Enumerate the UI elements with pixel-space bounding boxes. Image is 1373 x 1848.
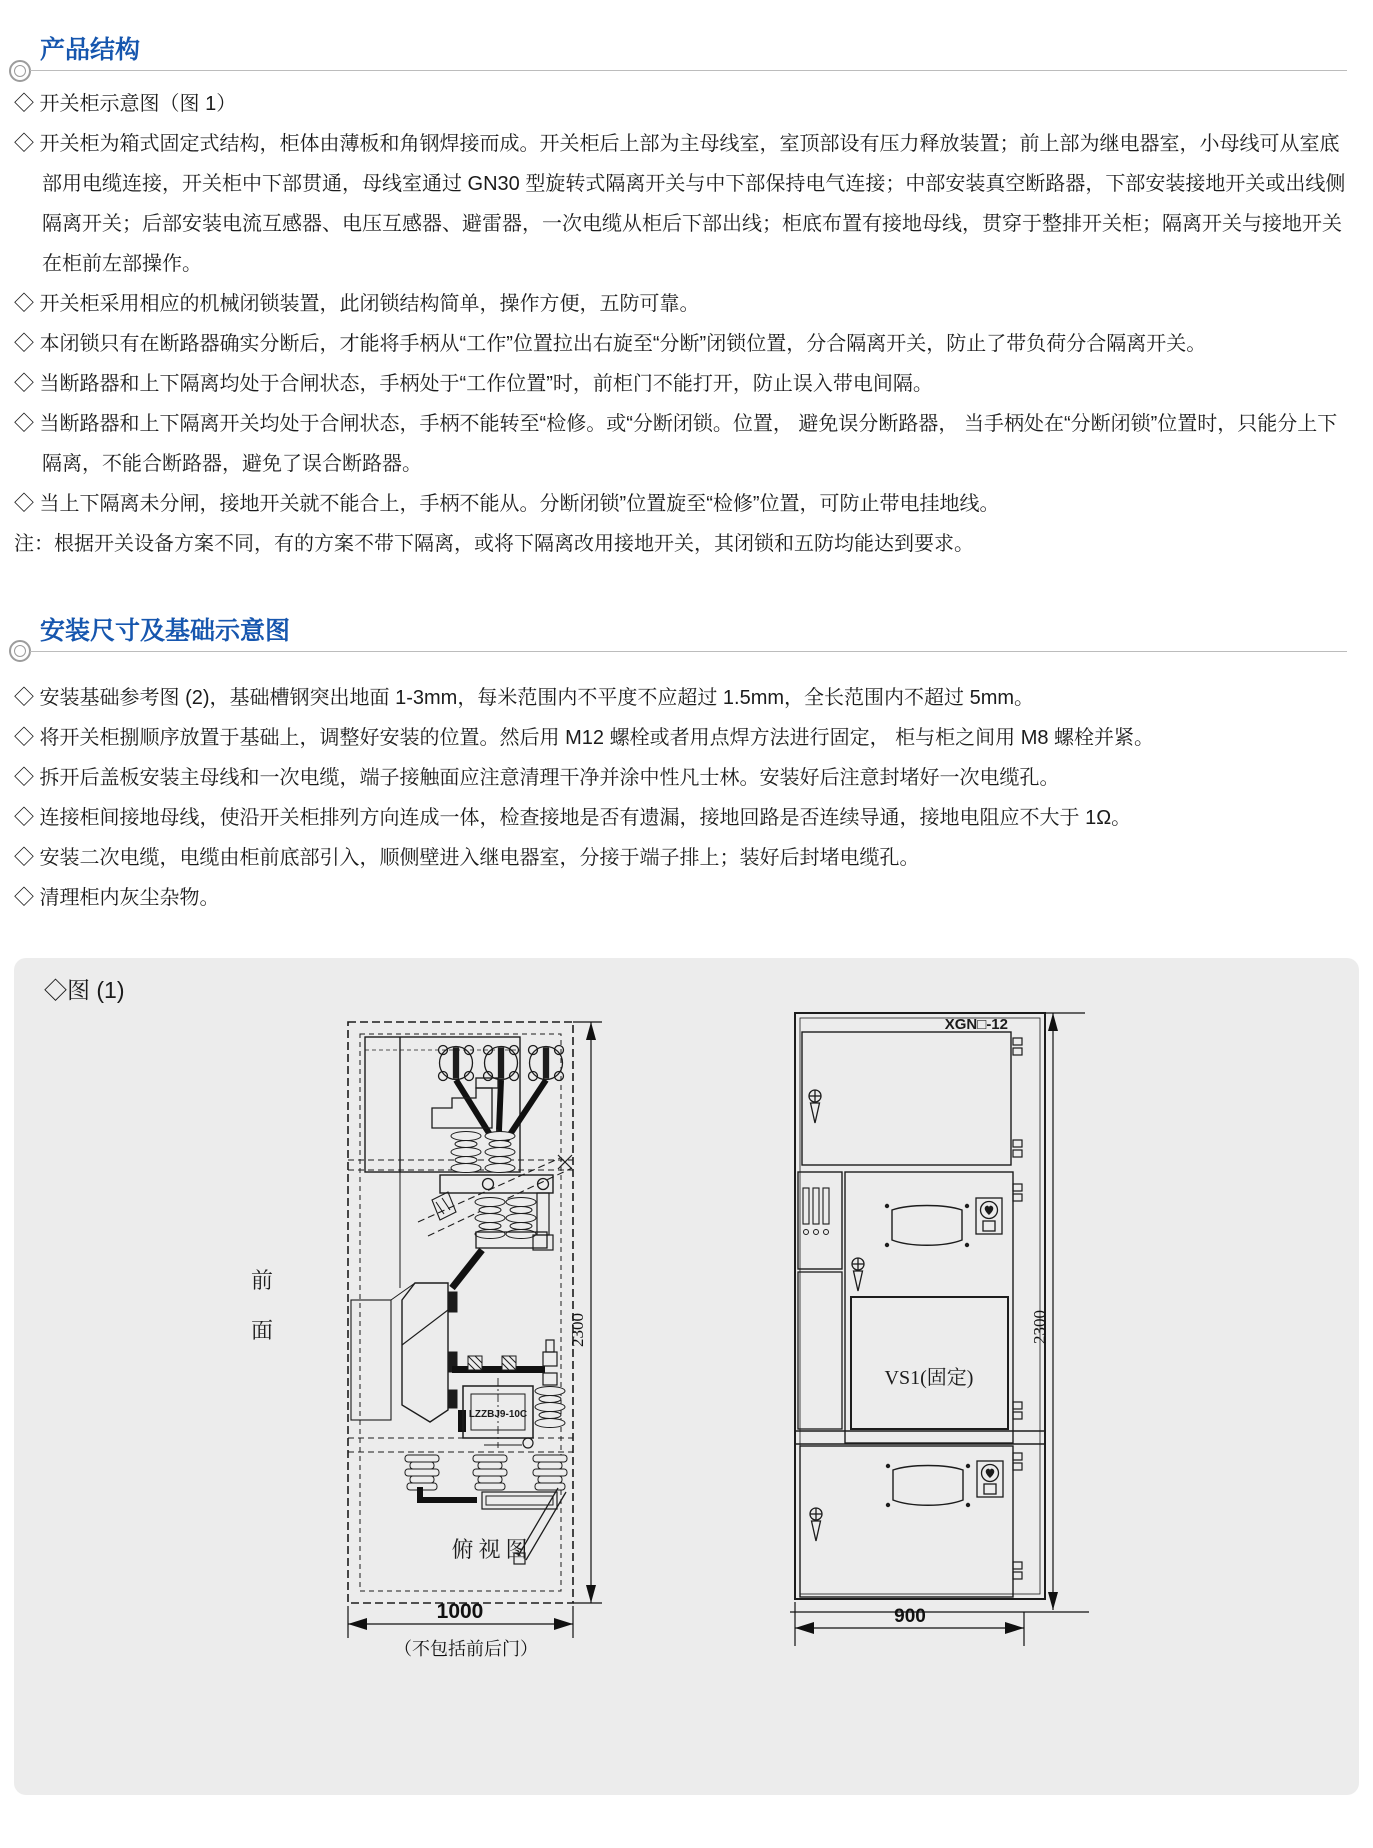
right-width-dimension: 900	[894, 1606, 926, 1627]
section-marker-icon	[9, 60, 31, 82]
section1-title: 产品结构	[40, 36, 141, 64]
note-line: 注：根据开关设备方案不同，有的方案不带下隔离，或将下隔离改用接地开关，其闭锁和五防均能达到要求。	[14, 533, 974, 555]
figure-caption: ◇图 (1)	[44, 977, 125, 1003]
left-cabinet-drawing	[251, 1022, 573, 1603]
left-height-dimension: 2300	[568, 1313, 587, 1347]
left-width-dimension: 1000	[436, 1600, 484, 1623]
right-cabinet-drawing	[795, 1013, 1045, 1599]
front-face-label-2: 面	[250, 1318, 274, 1343]
left-width-note: （不包括前后门）	[394, 1639, 538, 1659]
bullet-item: ◇ 当上下隔离未分闸，接地开关就不能合上，手柄不能从。分断闭锁”位置旋至“检修”位置，可防止带电挂地线。	[14, 493, 1000, 515]
left-drawing-dimensions	[348, 1022, 602, 1659]
breaker-compartment-label: VS1(固定)	[884, 1367, 974, 1389]
bullet-item: ◇ 将开关柜捌顺序放置于基础上，调整好安装的位置。然后用 M12 螺栓或者用点焊方法进行固定， 柜与柜之间用 M8 螺栓并紧。	[14, 727, 1155, 749]
bullet-item: ◇ 开关柜为箱式固定式结构，柜体由薄板和角钢焊接而成。开关柜后上部为主母线室，室顶部设有压力释放装置；前上部为继电器室，小母线可从室底部用电缆连接，开关柜中下部贯通，母线室通过 GN30 型旋转式隔离开关与中下部保持电气连接；中部安装真空断路器，下部安装接地开关或出线侧隔离开关；后部安装电流互感器、电压互感器、避雷器，一次电缆从柜后下部出线；柜底布置有接地母线，贯穿于整排开关柜；隔离开关与接地开关在柜前左部操作。	[14, 133, 1346, 275]
bullet-item: ◇ 开关柜采用相应的机械闭锁装置，此闭锁结构简单，操作方便，五防可靠。	[14, 293, 700, 315]
section2-title: 安装尺寸及基础示意图	[40, 617, 291, 645]
model-label: XGN□-12	[944, 1016, 1008, 1033]
bullet-item: ◇ 连接柜间接地母线，使沿开关柜排列方向连成一体，检查接地是否有遗漏，接地回路是否连续导通，接地电阻应不大于 1Ω。	[14, 807, 1132, 829]
section1-rule	[30, 70, 1347, 71]
right-height-dimension: 2300	[1030, 1310, 1049, 1344]
section1-bullets	[14, 84, 1357, 564]
top-view-label: 俯视图	[451, 1537, 533, 1562]
section2-bullets	[14, 678, 1357, 918]
bullet-item: ◇ 本闭锁只有在断路器确实分断后，才能将手柄从“工作”位置拉出右旋至“分断”闭锁位置，分合隔离开关，防止了带负荷分合隔离开关。	[14, 333, 1207, 355]
bullet-item: ◇ 当断路器和上下隔离均处于合闸状态，手柄处于“工作位置”时，前柜门不能打开，防止误入带电间隔。	[14, 373, 933, 395]
bullet-item: ◇ 安装基础参考图 (2)，基础槽钢突出地面 1-3mm，每米范围内不平度不应超过 1.5mm，全长范围内不超过 5mm。	[14, 687, 1035, 709]
ct-label: LZZBJ9-10C	[468, 1409, 528, 1420]
section-marker-icon	[9, 640, 31, 662]
bullet-item: ◇ 当断路器和上下隔离开关均处于合闸状态，手柄不能转至“检修。或“分断闭锁。位置， 避免误分断路器， 当手柄处在“分断闭锁”位置时，只能分上下隔离，不能合断路器，避免了误合断路器。	[14, 413, 1338, 475]
bullet-item: ◇ 开关柜示意图（图 1）	[14, 93, 237, 115]
figure-panel	[14, 958, 1359, 1795]
figure-1-drawing	[14, 958, 1359, 1795]
bullet-item: ◇ 拆开后盖板安装主母线和一次电缆，端子接触面应注意清理干净并涂中性凡士林。安装好后注意封堵好一次电缆孔。	[14, 767, 1060, 789]
bullet-item: ◇ 安装二次电缆，电缆由柜前底部引入，顺侧壁进入继电器室，分接于端子排上；装好后封堵电缆孔。	[14, 847, 920, 869]
bullet-item: ◇ 清理柜内灰尘杂物。	[14, 887, 220, 909]
section2-rule	[30, 651, 1347, 652]
front-face-label-1: 前	[250, 1268, 274, 1293]
